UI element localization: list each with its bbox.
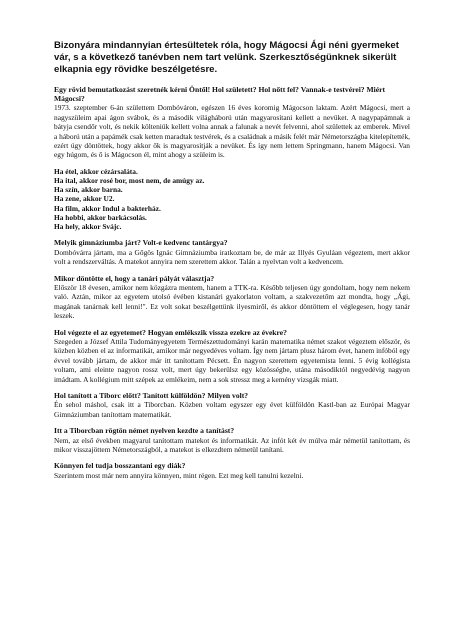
favorite-item: Ha étel, akkor cézársaláta. bbox=[54, 166, 138, 176]
favorite-item: Ha zene, akkor U2. bbox=[54, 194, 115, 204]
question: Itt a Tiborcban rögtön német nyelven kezdte a tanítást? bbox=[54, 426, 235, 436]
qa-section-3 bbox=[54, 274, 410, 321]
favorite-item: Ha film, akkor Indul a bakterház. bbox=[54, 203, 161, 213]
question: Hol végezte el az egyetemet? Hogyan emlékszik vissza ezekre az évekre? bbox=[54, 327, 287, 337]
qa-section-7 bbox=[54, 461, 410, 480]
question: Melyik gimnáziumba járt? Volt-e kedvenc tantárgya? bbox=[54, 238, 228, 248]
answer: Nem, az első években magyarul tanítottam matekot és informatikát. Az infót két év múlva már németül tanítottam, és mikor visszajöttem Németországból, a matekot is elkezdtem németül tanítani. bbox=[54, 435, 410, 454]
qa-section-6 bbox=[54, 426, 410, 454]
article-intro: Bizonyára mindannyian értesültetek róla, hogy Mágocsi Ági néni gyermeket vár, s a következő tanévben nem tart velünk. Szerkesztőségünknek sikerült elkapnia egy rövidke beszélgetésre. bbox=[54, 40, 399, 76]
favorites-list bbox=[54, 167, 410, 231]
answer: Dombóvárra jártam, ma a Gőgös Ignác Gimnáziumba iratkoztam be, de már az Illyés Gyuláan végeztem, mert akkor volt a rendszerváltás. A matekot annyira nem szerettem akkor. Talán a nyelvtan volt a kedvencem. bbox=[54, 247, 410, 267]
favorite-item: Ha hobbi, akkor barkácsolás. bbox=[54, 212, 147, 222]
answer: Én sehol máshol, csak itt a Tiborcban. Közben voltam egyszer egy évet külföldön Kastl-ban az Európai Magyar Gimnáziumban tanítottam matematikát. bbox=[54, 400, 410, 419]
qa-section-2 bbox=[54, 238, 410, 266]
answer: 1973. szeptember 6-án születtem Dombóváron, egészen 16 éves koromig Mágocson laktam. Azért Mágocsi, mert a nagyszüleim apai ágon svábok, és a második világháború után magyarosítani kellett a nevüket. A nagypapámnak a bátyja csendőr volt, és nekik költeniük kellett volna annak a falunak a nevét felvenni, ahol születtek az emberek. Mivel a háború után a papámék csak ketten maradtak testvérek, és a családnak a másik felét már Németországba kitelepítették, ezért úgy döntöttek, hogy akkor ők is magyarosítják a nevüket. És így nem lettem Springmann, hanem Mágocsi. Van egy húgom, és ő is Mágocson él, mint ahogy a szüleim is. bbox=[54, 103, 410, 160]
favorite-item: Ha hely, akkor Svájc. bbox=[54, 222, 122, 232]
qa-section-5 bbox=[54, 391, 410, 419]
article bbox=[54, 40, 410, 487]
favorite-item: Ha szín, akkor barna. bbox=[54, 185, 123, 195]
question: Hol tanított a Tiborc előtt? Tanított külföldön? Milyen volt? bbox=[54, 390, 249, 400]
favorite-item: Ha ital, akkor rosé bor, most nem, de amúgy az. bbox=[54, 176, 205, 186]
question: Mikor döntötte el, hogy a tanári pályát választja? bbox=[54, 273, 215, 283]
answer: Szegeden a József Attila Tudományegyetem Természettudományi karán matematika német szakot végeztem először, és közben közben el az informatikát, amikor már negyedéves voltam. Így nem jártam plusz három évet, hanem infóból egy évvel tovább jártam, de akkor már itt tanítottam Pécsett. Én nagyon szerettem egyetemista lenni. 5 évig kollégista voltam, ami eleinte nagyon rossz volt, mert úgy bekerülsz egy közösségbe, utána másodiktól negyedévig nagyon imádtam. A kollégium mitt szépek az emlékeim, nem a sok stressz meg a kemény vizsgák miatt. bbox=[54, 336, 410, 384]
qa-section-1 bbox=[54, 85, 410, 160]
answer: Először 18 évesen, amikor nem közgázra mentem, hanem a TTK-ra. Később teljesen úgy gondoltam, hogy nem nekem való. Aztán, mikor az egyetem utolsó évében kistanári gyakorlaton voltam, a szakvezetőm azt mondta, hogy „Ági, magának tanárnak kell lenni!". Ez volt sokat beszélgettünk ilyesmiről, és akkor döntöttem el véglegesen, hogy tanár leszek. bbox=[54, 282, 410, 321]
question: Egy rövid bemutatkozást szeretnék kérni Öntől! Hol született? Hol nőtt fel? Vannak-e testvérei? Miért Mágocsi? bbox=[54, 84, 386, 104]
qa-section-4 bbox=[54, 328, 410, 384]
question: Könnyen fel tudja bosszantani egy diák? bbox=[54, 461, 186, 471]
answer: Szerintem most már nem annyira könnyen, mint régen. Ezt meg kell tanulni kezelni. bbox=[54, 470, 304, 480]
